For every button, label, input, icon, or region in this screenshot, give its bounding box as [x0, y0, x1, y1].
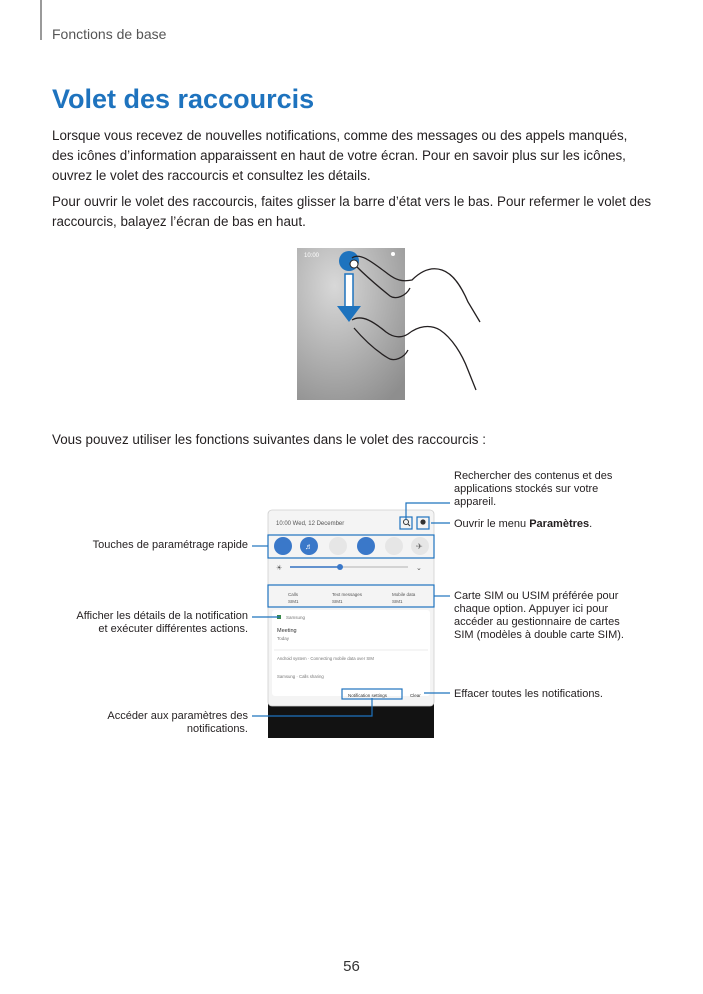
callout-notif-settings-line1: Accéder aux paramètres des [107, 710, 248, 722]
quick-buttons-frame [268, 535, 434, 558]
callout-details-line1: Afficher les détails de la notification [76, 610, 248, 622]
sound-glyph: ♬ [305, 542, 313, 551]
notification-settings-button[interactable]: Notification settings [348, 693, 388, 698]
airplane-glyph: ✈ [416, 542, 423, 551]
section-header: Fonctions de base [52, 26, 167, 42]
callout-sim: Carte SIM ou USIM préférée pour chaque option. Appuyer ici pour accéder au gestionnaire de cartes SIM (modèles à double carte SIM). [454, 590, 624, 641]
clear-button[interactable]: Clear [410, 693, 421, 698]
notif-app-name: Samsung [286, 615, 306, 620]
sim-calls-name: Calls [288, 592, 299, 597]
callout-settings-suffix: . [589, 518, 593, 530]
callout-search: Rechercher des contenus et des applications stockés sur votre appareil. [454, 470, 613, 508]
intro-paragraph: Lorsque vous recevez de nouvelles notifications, comme des messages ou des appels manqués, des icônes d’information apparaissent en haut de votre écran. Pour en savoir plus sur les icônes, ouvrez le volet des raccourcis et consultez les détails. [52, 128, 628, 183]
sim-data-name: Mobile data [392, 592, 416, 597]
sim-calls-carrier: SIM1 [288, 599, 299, 604]
callout-details-line2: et exécuter différentes actions. [98, 623, 248, 635]
callout-settings-prefix: Ouvrir le menu [454, 518, 530, 530]
brightness-icon: ☀ [276, 565, 283, 572]
sim-frame [268, 585, 434, 607]
leader-notif-settings [252, 698, 372, 716]
chevron-down-icon: ⌄ [416, 565, 422, 572]
page-title: Volet des raccourcis [52, 84, 315, 114]
callout-clear: Effacer toutes les notifications. [454, 688, 603, 700]
status-time: 10:00 [304, 253, 320, 259]
sim-data-carrier: SIM1 [392, 599, 403, 604]
notif-system: Android system · Connecting mobile data over SIM [277, 656, 374, 661]
callout-notif-settings-line2: notifications. [186, 723, 248, 735]
sim-text-carrier: SIM1 [332, 599, 343, 604]
page-number: 56 [343, 958, 360, 975]
callout-settings-bold: Paramètres [529, 518, 590, 530]
callout-settings [454, 518, 654, 531]
leader-notif-settings-box [342, 689, 402, 699]
notif-calls-sharing: Samsung · Calls sharing [277, 674, 324, 679]
open-panel-paragraph: Pour ouvrir le volet des raccourcis, faites glisser la barre d’état vers le bas. Pour refermer le volet des raccourcis, balayez l’écran de bas en haut. [52, 194, 652, 229]
features-lead: Vous pouvez utiliser les fonctions suivantes dans le volet des raccourcis : [52, 432, 486, 447]
notif-title: Meeting [277, 628, 297, 634]
sim-text-name: Text messages [332, 592, 363, 597]
leader-settings-box [417, 517, 429, 529]
callout-notif-settings [60, 710, 248, 736]
panel-header-text: 10:00 Wed, 12 December [276, 521, 345, 527]
callout-quick: Touches de paramétrage rapide [92, 539, 248, 551]
notif-subtitle: Today [277, 636, 290, 641]
callout-details [40, 610, 248, 636]
